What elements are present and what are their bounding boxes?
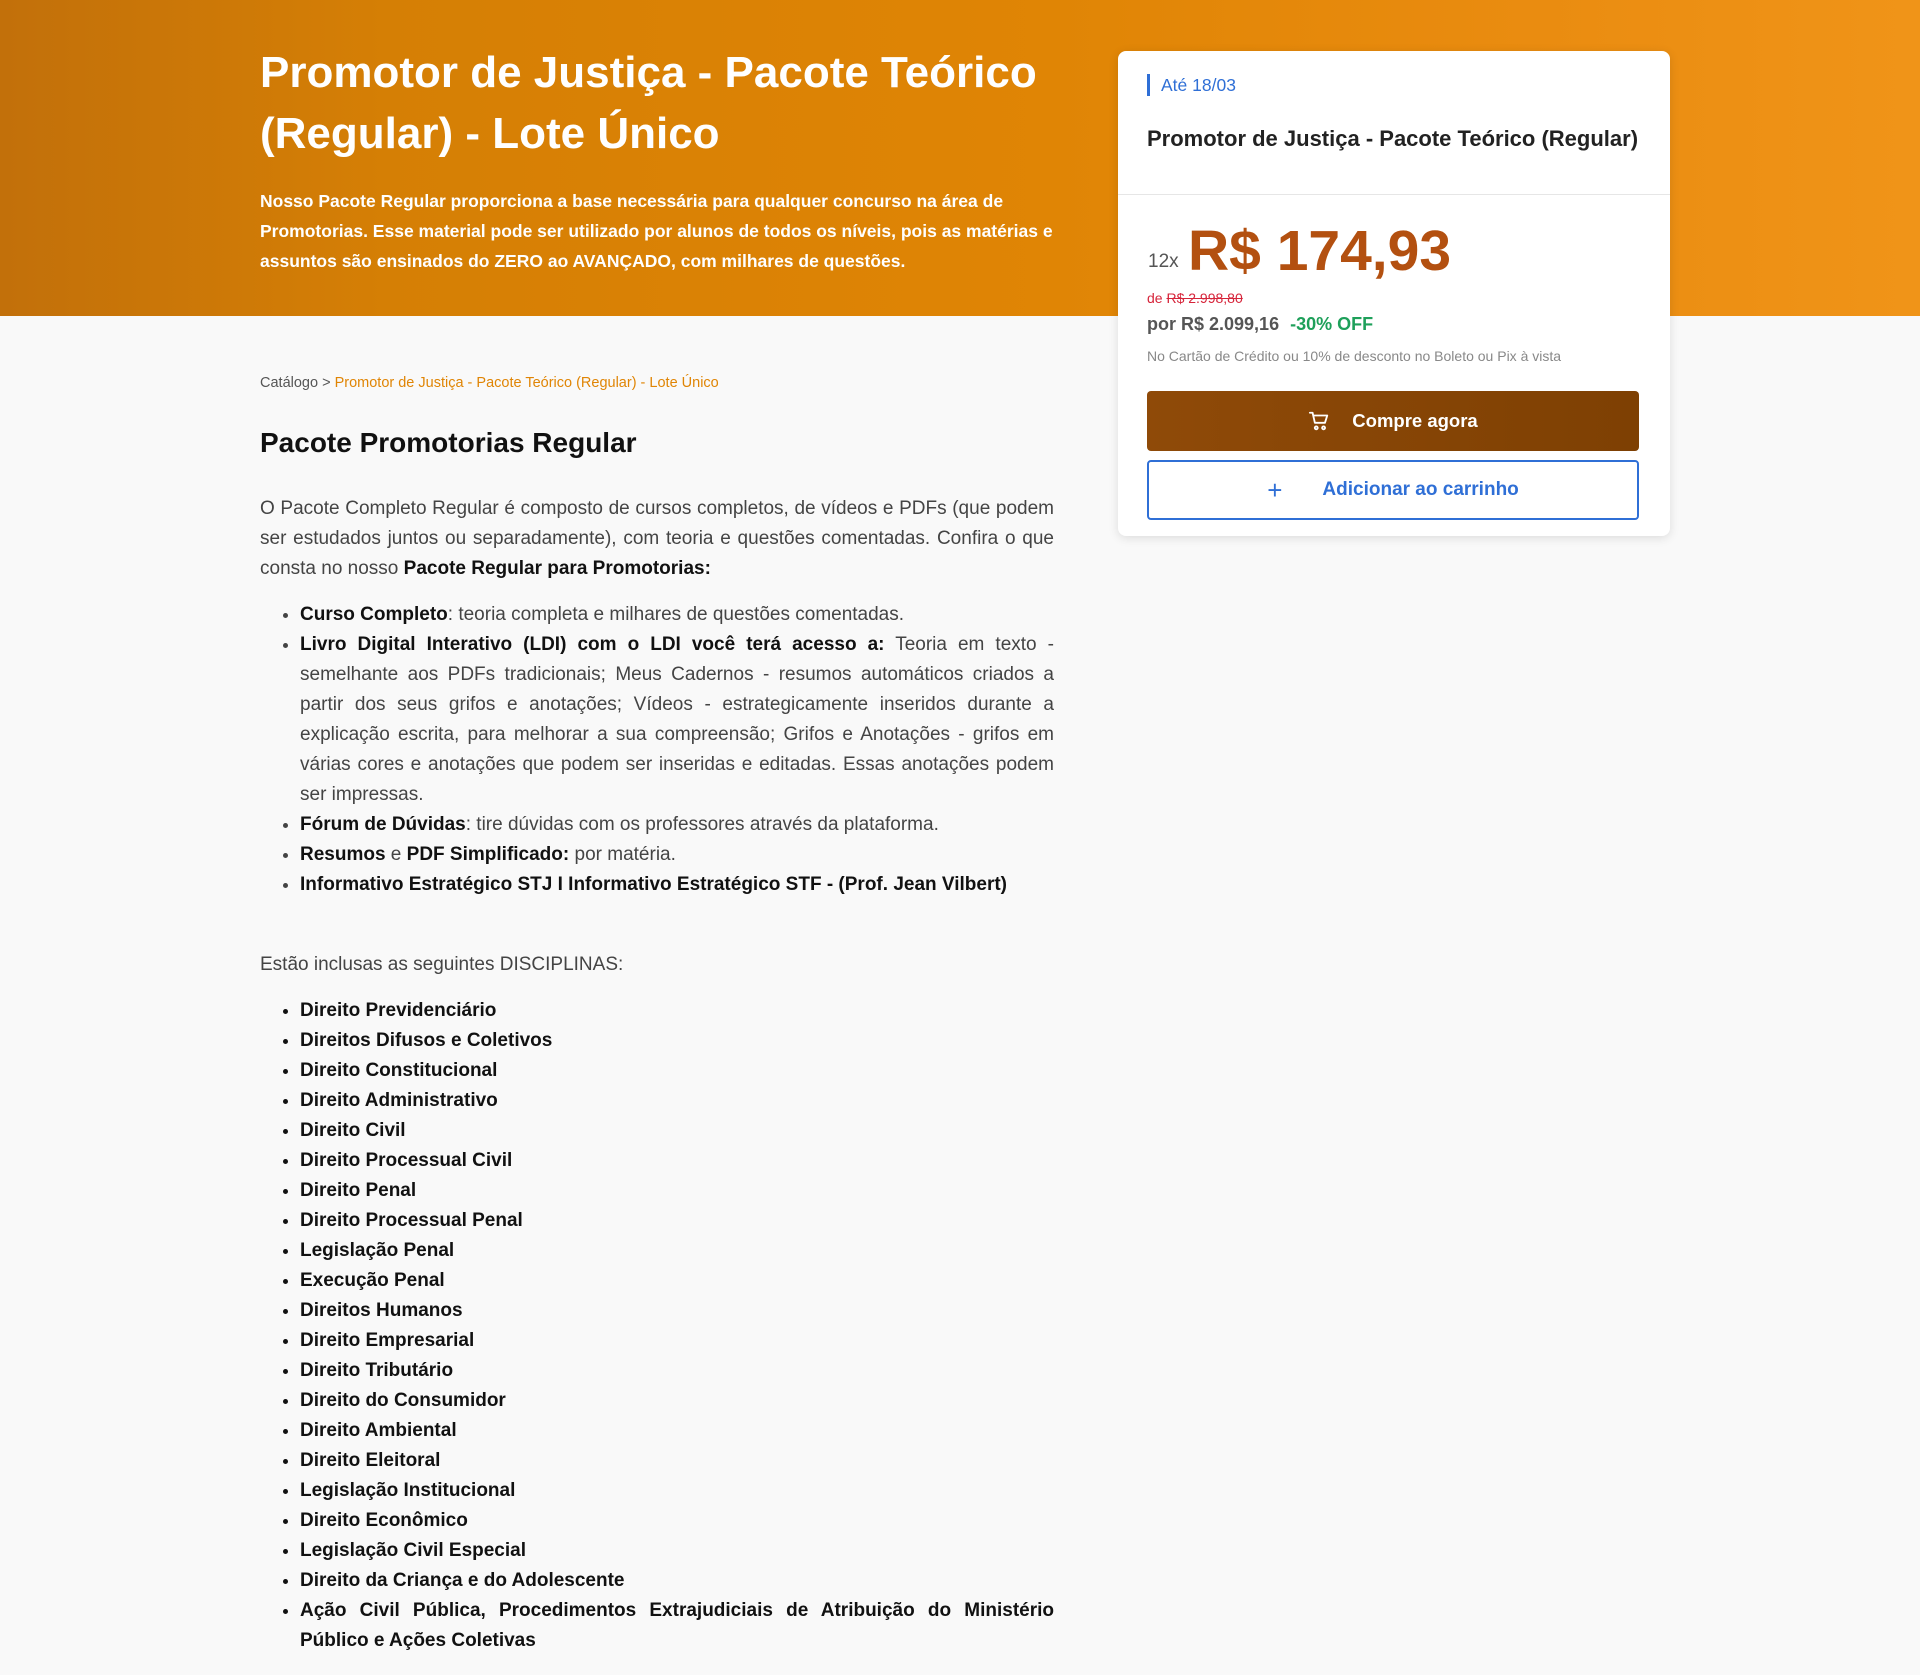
discipline-item: • Direito Civil <box>300 1116 1054 1146</box>
page-title: Promotor de Justiça - Pacote Teórico (Regular) - Lote Único <box>260 48 1037 158</box>
breadcrumb-separator: > <box>322 375 331 391</box>
feature-text: : tire dúvidas com os professores através da plataforma. <box>465 814 939 835</box>
buy-now-button[interactable] <box>1147 391 1639 451</box>
cart-icon <box>1308 410 1330 432</box>
card-divider <box>1118 194 1670 195</box>
hero-description: Nosso Pacote Regular proporciona a base necessária para qualquer concurso na área de Promotorias. Esse material pode ser utilizado por alunos de todos os níveis, pois as matérias e assuntos são ensinados do ZERO ao AVANÇADO, com milhares de questões. <box>260 191 1053 271</box>
list-item <box>300 600 1054 630</box>
payment-note: No Cartão de Crédito ou 10% de desconto no Boleto ou Pix à vista <box>1147 348 1562 364</box>
feature-text: Teoria em texto - semelhante aos PDFs tradicionais; Meus Cadernos - resumos automáticos criados a partir dos seus grifos e anotações; Vídeos - estrategicamente inseridos durante a explicação escrita, para melhorar a sua compreensão; Grifos e Anotações - grifos em várias cores e anotações que podem ser inseridas e editadas. Essas anotações podem ser impressas. <box>300 634 1054 805</box>
discipline-item: • Direito Econômico <box>300 1506 1054 1536</box>
add-to-cart-label: Adicionar ao carrinho <box>1322 479 1519 500</box>
discipline-item: • Direito do Consumidor <box>300 1386 1054 1416</box>
disciplines-intro: Estão inclusas as seguintes DISCIPLINAS: <box>260 954 624 975</box>
new-price <box>1147 314 1373 335</box>
old-price <box>1147 290 1243 306</box>
discipline-item: • Direito Penal <box>300 1176 1054 1206</box>
new-price-value: por R$ 2.099,16 <box>1147 314 1280 334</box>
breadcrumb-current: Promotor de Justiça - Pacote Teórico (Regular) - Lote Único <box>334 375 719 391</box>
discipline-item: • Direitos Humanos <box>300 1296 1054 1326</box>
discipline-item: • Execução Penal <box>300 1266 1054 1296</box>
product-title: Promotor de Justiça - Pacote Teórico (Regular) <box>1147 126 1639 151</box>
discipline-item: • Legislação Penal <box>300 1236 1054 1266</box>
intro-bold: Pacote Regular para Promotorias: <box>403 558 711 579</box>
discipline-item: • Legislação Civil Especial <box>300 1536 1054 1566</box>
feature-bold: Resumos <box>300 844 386 865</box>
breadcrumb <box>260 375 719 391</box>
discipline-item: • Legislação Institucional <box>300 1476 1054 1506</box>
section-heading: Pacote Promotorias Regular <box>260 427 637 458</box>
installments-count: 12x <box>1148 251 1179 272</box>
installment-price: R$ 174,93 <box>1188 219 1452 283</box>
add-to-cart-button[interactable] <box>1147 460 1639 520</box>
list-item <box>300 870 1054 900</box>
intro-paragraph <box>260 494 1054 584</box>
feature-text: : teoria completa e milhares de questões comentadas. <box>447 604 905 625</box>
discipline-item: • Direito da Criança e do Adolescente <box>300 1566 1054 1596</box>
purchase-card <box>1118 51 1670 536</box>
feature-text: por matéria. <box>569 844 676 865</box>
discipline-item: • Ação Civil Pública, Procedimentos Extrajudiciais de Atribuição do Ministério Público e Ações Coletivas <box>300 1596 1054 1656</box>
deadline-badge: Até 18/03 <box>1147 74 1236 96</box>
list-item <box>300 810 1054 840</box>
discipline-item: • Direito Constitucional <box>300 1056 1054 1086</box>
breadcrumb-root[interactable]: Catálogo <box>260 375 319 391</box>
old-price-value: R$ 2.998,80 <box>1166 290 1243 306</box>
discipline-item: • Direito Eleitoral <box>300 1446 1054 1476</box>
discipline-item: • Direito Previdenciário <box>300 996 1054 1026</box>
feature-text: e <box>385 844 407 865</box>
disciplines-list <box>260 996 1054 1656</box>
discipline-item: • Direito Processual Penal <box>300 1206 1054 1236</box>
discipline-item: • Direito Ambiental <box>300 1416 1054 1446</box>
plus-icon: + <box>1267 475 1283 505</box>
buy-now-label: Compre agora <box>1352 410 1478 431</box>
discipline-item: • Direito Empresarial <box>300 1326 1054 1356</box>
discipline-item: • Direito Administrativo <box>300 1086 1054 1116</box>
discipline-item: • Direito Processual Civil <box>300 1146 1054 1176</box>
product-description <box>260 420 1054 1656</box>
discipline-item: • Direito Tributário <box>300 1356 1054 1386</box>
discipline-item: • Direitos Difusos e Coletivos <box>300 1026 1054 1056</box>
list-item <box>300 840 1054 870</box>
feature-bold: Livro Digital Interativo (LDI) com o LDI você terá acesso a: <box>300 634 885 655</box>
old-price-prefix: de <box>1147 290 1163 306</box>
feature-bold: Curso Completo <box>300 604 448 625</box>
list-item <box>300 630 1054 810</box>
feature-bold: Fórum de Dúvidas <box>300 814 466 835</box>
discount-badge: -30% OFF <box>1290 314 1374 334</box>
feature-bold: PDF Simplificado: <box>406 844 570 865</box>
feature-list <box>260 600 1054 900</box>
intro-text: O Pacote Completo Regular é composto de cursos completos, de vídeos e PDFs (que podem ser estudados juntos ou separadamente), com teoria e questões comentadas. Confira o que consta no nosso <box>260 498 1054 579</box>
feature-bold: Informativo Estratégico STJ I Informativo Estratégico STF - (Prof. Jean Vilbert) <box>300 874 1008 895</box>
